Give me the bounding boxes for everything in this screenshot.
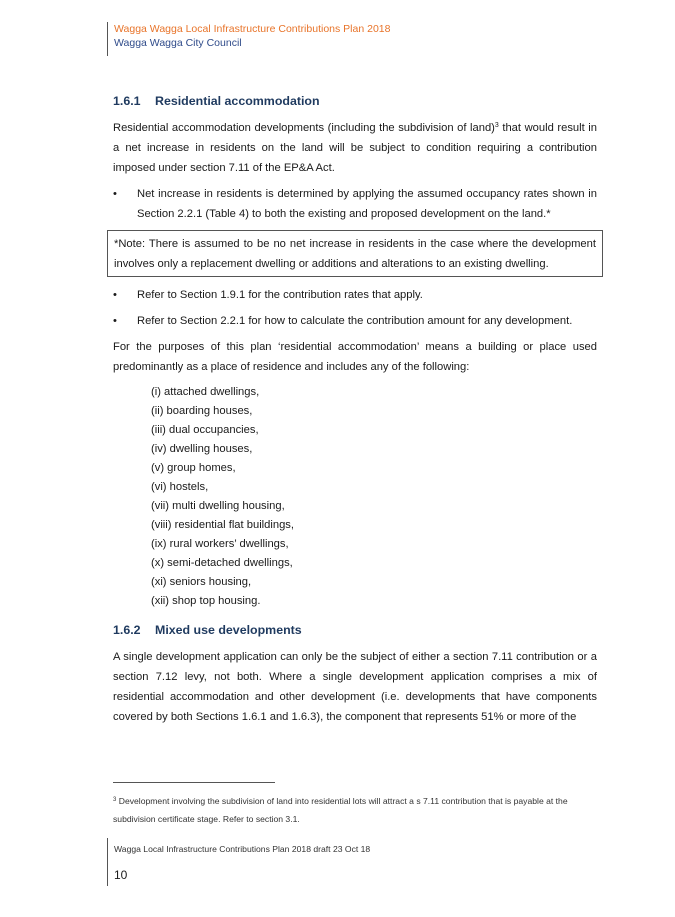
- page-footer: [107, 838, 370, 886]
- footnote-marker: 3: [113, 797, 117, 803]
- residential-types-list: [151, 383, 597, 611]
- bullet-text: Refer to Section 2.2.1 for how to calculate the contribution amount for any development.: [137, 315, 573, 327]
- section-heading-1-6-1: [113, 92, 597, 110]
- bullet-item: [113, 285, 597, 305]
- paragraph-text: Residential accommodation developments (including the subdivision of land): [113, 122, 495, 134]
- list-item: (iii) dual occupancies,: [151, 424, 259, 436]
- footnote-text: Development involving the subdivision of land into residential lots will attract a s 7.11 contribution that is payable at the subdivision certificate stage. Refer to section 3.1.: [113, 796, 568, 824]
- list-item: (v) group homes,: [151, 462, 236, 474]
- list-item: (i) attached dwellings,: [151, 386, 260, 398]
- list-item: (ii) boarding houses,: [151, 405, 253, 417]
- section-title: Mixed use developments: [155, 623, 302, 637]
- page-header: [107, 22, 390, 56]
- footer-doc-title: Wagga Local Infrastructure Contributions Plan 2018 draft 23 Oct 18: [114, 844, 371, 854]
- bullet-item: [113, 184, 597, 224]
- bullet-icon: •: [113, 188, 117, 200]
- footnote: [113, 792, 599, 828]
- paragraph-text: that would result in a net increase in residents on the land will be subject to condition requiring a contribution imposed under section 7.11 of the EP&A Act.: [113, 122, 597, 174]
- bullet-text: Net increase in residents is determined by applying the assumed occupancy rates shown in Section 2.2.1 (Table 4) to both the existing and proposed development on the land.*: [137, 188, 597, 220]
- bullet-icon: •: [113, 315, 117, 327]
- list-item: (viii) residential flat buildings,: [151, 519, 295, 531]
- footnote-ref[interactable]: 3: [494, 122, 499, 129]
- bullet-item: [113, 311, 597, 331]
- list-item: (vi) hostels,: [151, 481, 209, 493]
- list-item: (iv) dwelling houses,: [151, 443, 253, 455]
- council-name: Wagga Wagga City Council: [114, 37, 242, 49]
- plan-title: Wagga Wagga Local Infrastructure Contributions Plan 2018: [114, 23, 391, 35]
- section-number: 1.6.2: [113, 623, 141, 637]
- list-item: (xii) shop top housing.: [151, 595, 261, 607]
- list-item: (vii) multi dwelling housing,: [151, 500, 285, 512]
- page-number: 10: [114, 868, 128, 882]
- main-content: [113, 92, 597, 733]
- bullet-text: Refer to Section 1.9.1 for the contribution rates that apply.: [137, 289, 423, 301]
- footnote-divider: [113, 782, 275, 783]
- list-item: (ix) rural workers’ dwellings,: [151, 538, 289, 550]
- paragraph-residential-intro: [113, 118, 597, 178]
- section-title: Residential accommodation: [155, 94, 320, 108]
- paragraph-mixed-use: A single development application can only be the subject of either a section 7.11 contribution or a section 7.12 levy, not both. Where a single development application comprises a mix of residential accommodation and other development (i.e. developments that have components covered by both Sections 1.6.1 and 1.6.3), the component that represents 51% or more of the: [113, 651, 597, 723]
- note-box: [107, 230, 603, 277]
- paragraph-definition: For the purposes of this plan ‘residential accommodation’ means a building or place used predominantly as a place of residence and includes any of the following:: [113, 341, 597, 373]
- list-item: (x) semi-detached dwellings,: [151, 557, 293, 569]
- section-heading-1-6-2: [113, 621, 597, 639]
- section-number: 1.6.1: [113, 94, 141, 108]
- note-text: *Note: There is assumed to be no net increase in residents in the case where the development involves only a replacement dwelling or additions and alterations to an existing dwelling.: [114, 238, 596, 270]
- bullet-icon: •: [113, 289, 117, 301]
- list-item: (xi) seniors housing,: [151, 576, 252, 588]
